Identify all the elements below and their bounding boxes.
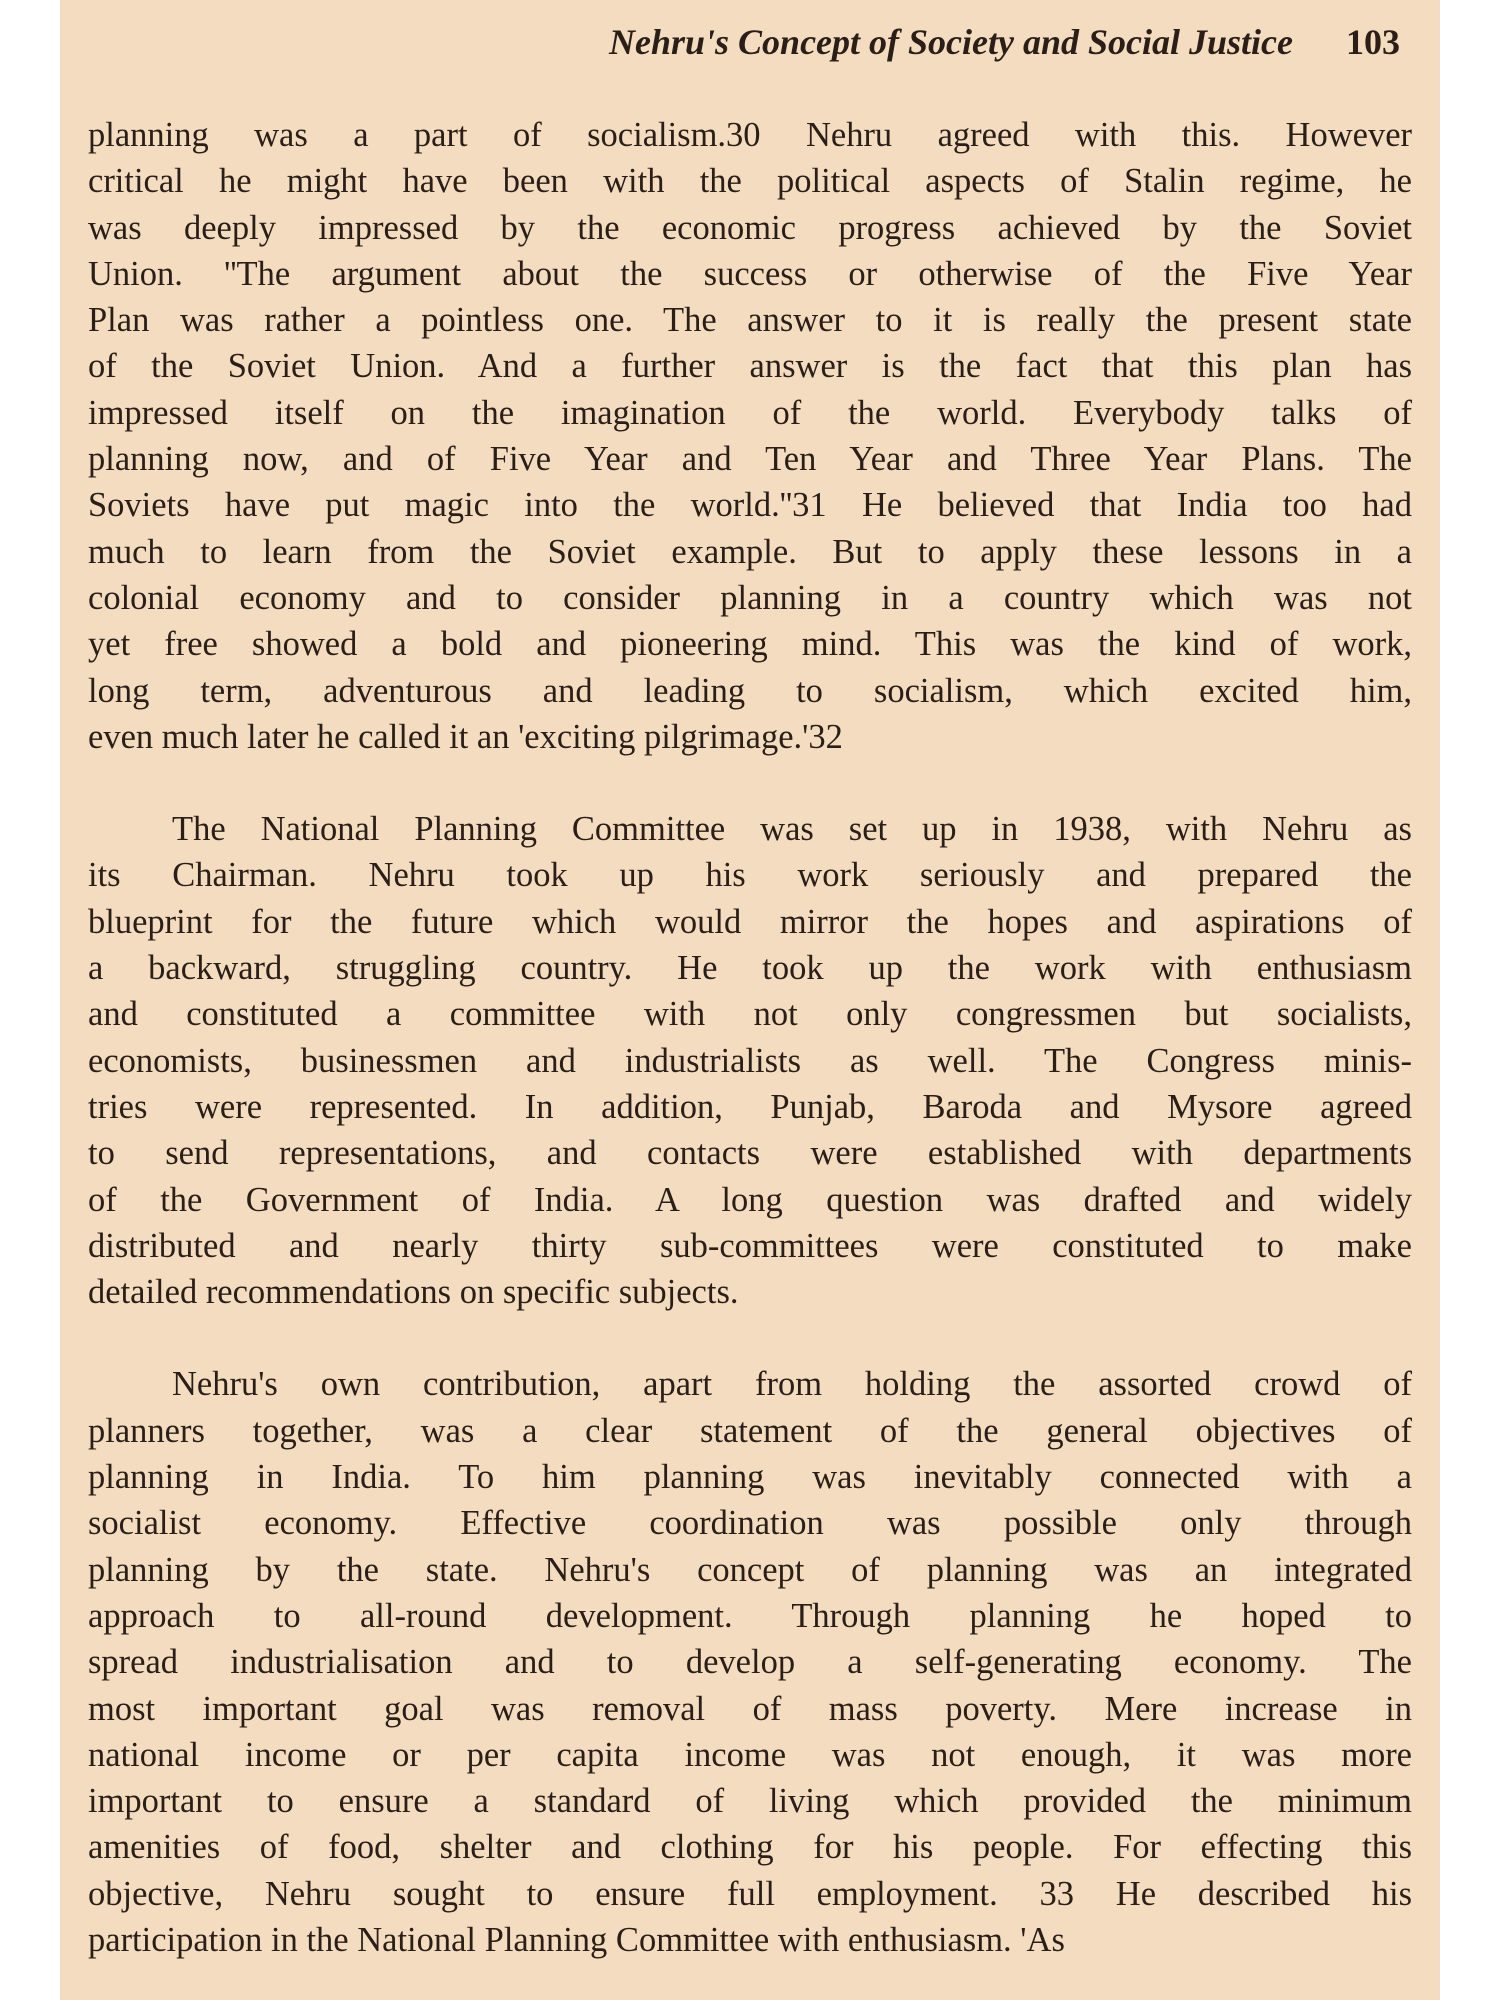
text-line: and constituted a committee with not only congressmen but socialists, bbox=[88, 995, 1412, 1034]
text-line: important to ensure a standard of living which provided the minimum bbox=[88, 1782, 1412, 1821]
text-line: yet free showed a bold and pioneering mind. This was the kind of work, bbox=[88, 625, 1412, 664]
text-line: national income or per capita income was not enough, it was more bbox=[88, 1735, 1412, 1774]
paragraph-2 bbox=[88, 806, 1412, 1315]
paragraph-gap bbox=[88, 760, 1412, 806]
text-line: of the Government of India. A long question was drafted and widely bbox=[88, 1180, 1412, 1219]
page-body bbox=[88, 112, 1412, 1963]
text-line: its Chairman. Nehru took up his work seriously and prepared the bbox=[88, 856, 1412, 895]
paragraph-gap bbox=[88, 1315, 1412, 1361]
text-line: economists, businessmen and industrialists as well. The Congress minis- bbox=[88, 1041, 1412, 1080]
page-number: 103 bbox=[1346, 22, 1400, 62]
text-line: blueprint for the future which would mirror the hopes and aspirations of bbox=[88, 902, 1412, 941]
text-line: even much later he called it an 'exciting pilgrimage.'32 bbox=[88, 717, 843, 756]
text-line: Plan was rather a pointless one. The answer to it is really the present state bbox=[88, 301, 1412, 340]
text-line: tries were represented. In addition, Punjab, Baroda and Mysore agreed bbox=[88, 1087, 1412, 1126]
text-line: colonial economy and to consider planning in a country which was not bbox=[88, 578, 1412, 617]
text-line: socialist economy. Effective coordination was possible only through bbox=[88, 1504, 1412, 1543]
text-line: distributed and nearly thirty sub-committees were constituted to make bbox=[88, 1226, 1412, 1265]
text-line: The National Planning Committee was set up in 1938, with Nehru as bbox=[172, 810, 1412, 849]
text-line: participation in the National Planning Committee with enthusiasm. 'As bbox=[88, 1920, 1065, 1959]
text-line: planners together, was a clear statement of the general objectives of bbox=[88, 1411, 1412, 1450]
text-line: Union. ''The argument about the success or otherwise of the Five Year bbox=[88, 254, 1412, 293]
text-line: critical he might have been with the political aspects of Stalin regime, he bbox=[88, 162, 1412, 201]
running-head-title: Nehru's Concept of Society and Social Justice bbox=[609, 22, 1293, 62]
text-line: spread industrialisation and to develop a self-generating economy. The bbox=[88, 1643, 1412, 1682]
text-line: planning in India. To him planning was inevitably connected with a bbox=[88, 1458, 1412, 1497]
text-line: planning by the state. Nehru's concept of planning was an integrated bbox=[88, 1550, 1412, 1589]
text-line: most important goal was removal of mass poverty. Mere increase in bbox=[88, 1689, 1412, 1728]
text-line: impressed itself on the imagination of the world. Everybody talks of bbox=[88, 393, 1412, 432]
text-line: objective, Nehru sought to ensure full employment. 33 He described his bbox=[88, 1874, 1412, 1913]
text-line: planning was a part of socialism.30 Nehru agreed with this. However bbox=[88, 116, 1412, 154]
text-line: to send representations, and contacts were established with departments bbox=[88, 1134, 1412, 1173]
text-line: was deeply impressed by the economic progress achieved by the Soviet bbox=[88, 208, 1412, 247]
text-line: much to learn from the Soviet example. But to apply these lessons in a bbox=[88, 532, 1412, 571]
text-line: a backward, struggling country. He took up the work with enthusiasm bbox=[88, 949, 1412, 988]
text-line: detailed recommendations on specific subjects. bbox=[88, 1273, 739, 1312]
text-line: long term, adventurous and leading to socialism, which excited him, bbox=[88, 671, 1412, 710]
paragraph-3 bbox=[88, 1361, 1412, 1963]
text-line: planning now, and of Five Year and Ten Year and Three Year Plans. The bbox=[88, 440, 1412, 479]
paragraph-1 bbox=[88, 112, 1412, 760]
text-line: of the Soviet Union. And a further answer is the fact that this plan has bbox=[88, 347, 1412, 386]
book-page bbox=[60, 0, 1440, 2000]
text-line: Soviets have put magic into the world.''31 He believed that India too had bbox=[88, 486, 1412, 525]
running-head bbox=[100, 18, 1400, 66]
text-line: Nehru's own contribution, apart from holding the assorted crowd of bbox=[172, 1365, 1412, 1404]
text-line: approach to all-round development. Through planning he hoped to bbox=[88, 1596, 1412, 1635]
text-line: amenities of food, shelter and clothing for his people. For effecting this bbox=[88, 1828, 1412, 1867]
